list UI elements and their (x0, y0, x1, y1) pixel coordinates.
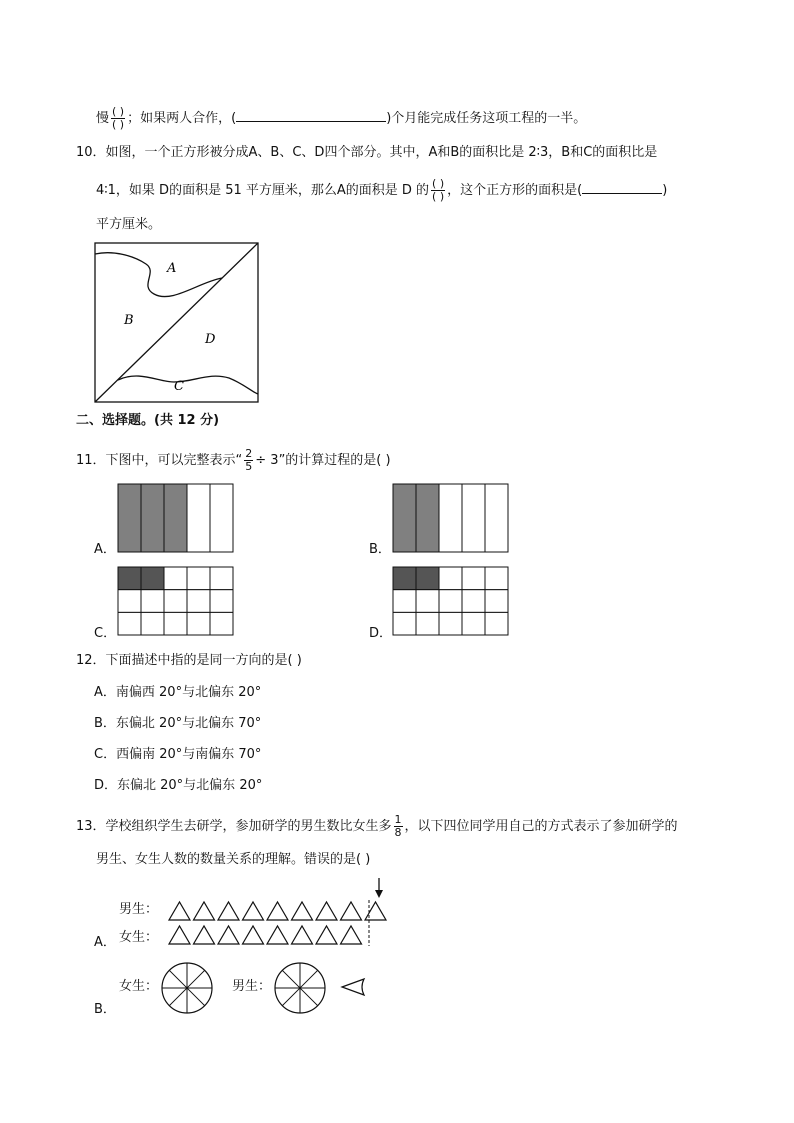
q11-fraction (244, 448, 253, 473)
label-a: A (167, 261, 177, 276)
q13-option-b-extra-sector (338, 976, 368, 998)
q10-line2-c: ) (662, 183, 668, 198)
q12-option-d[interactable]: D．东偏北 20°与北偏东 20° (94, 778, 263, 793)
q10-fraction (431, 178, 445, 203)
q10-line2 (96, 178, 667, 203)
q11-option-c-diagram (117, 566, 235, 636)
q13-option-b-boy-label: 男生： (232, 979, 272, 994)
q13-fraction-numerator: 1 (394, 813, 402, 826)
q13-text-b: ，以下四位同学用自己的方式表示了参加研学的 (404, 819, 678, 834)
q9-fraction (111, 106, 125, 131)
triangle-mark (169, 926, 190, 944)
triangle-mark (316, 926, 337, 944)
curve-c (118, 376, 258, 394)
boy-triangle-row (169, 902, 386, 920)
section-title: 二、选择题。(共 12 分) (76, 413, 220, 428)
triangle-mark (267, 926, 288, 944)
q10-fraction-denominator: ( ) (432, 190, 445, 203)
triangle-mark (218, 926, 239, 944)
q11-option-b-diagram (392, 483, 510, 553)
q9-middle: ；如果两人合作，( (127, 111, 237, 126)
q10-fraction-numerator: ( ) (432, 177, 445, 190)
q13-option-b-label[interactable]: B． (94, 1002, 116, 1017)
q11-option-a-diagram (117, 483, 235, 553)
q9-fraction-denominator: ( ) (112, 118, 125, 131)
girl-triangle-row (169, 926, 362, 944)
q9-suffix: )个月能完成任务这项工程的一半。 (386, 111, 587, 126)
q11-fraction-denominator: 5 (245, 460, 253, 473)
q10-line3: 平方厘米。 (96, 217, 162, 232)
triangle-mark (316, 902, 337, 920)
q12-option-c[interactable]: C．西偏南 20°与南偏东 70° (94, 747, 262, 762)
q13-option-b-girl-circle (160, 961, 214, 1015)
triangle-mark (243, 926, 264, 944)
q13-line1 (76, 814, 678, 839)
q13-text-a: 13．学校组织学生去研学，参加研学的男生数比女生多 (76, 819, 392, 834)
triangle-mark (194, 926, 215, 944)
triangle-mark (169, 902, 190, 920)
q10-square-figure (94, 242, 260, 404)
q13-line2: 男生、女生人数的数量关系的理解。错误的是( ) (96, 852, 371, 867)
q13-option-a-boy-label: 男生： (119, 902, 159, 917)
triangle-mark (341, 926, 362, 944)
triangle-mark (365, 902, 386, 920)
q9-prefix: 慢 (96, 111, 110, 126)
q12-option-b[interactable]: B．东偏北 20°与北偏东 70° (94, 716, 262, 731)
q13-fraction (394, 814, 403, 839)
curve-a (95, 253, 222, 297)
triangle-mark (218, 902, 239, 920)
triangle-mark (243, 902, 264, 920)
q11-text-a: 11．下图中，可以完整表示“ (76, 453, 243, 468)
q13-option-a-label[interactable]: A． (94, 935, 116, 950)
q10-answer-blank[interactable] (582, 181, 662, 194)
q11-text-b: ÷ 3”的计算过程的是( ) (255, 453, 391, 468)
label-b: B (124, 313, 134, 328)
q11-option-b-label[interactable]: B． (369, 542, 391, 557)
q13-fraction-denominator: 8 (394, 826, 402, 839)
q13-option-a-girl-label: 女生： (119, 930, 159, 945)
q12-text: 12．下面描述中指的是同一方向的是( ) (76, 653, 302, 668)
label-c: C (174, 379, 184, 394)
q13-option-a-triangles (166, 876, 396, 948)
q11-fraction-numerator: 2 (245, 447, 253, 460)
q9-answer-blank[interactable] (236, 109, 386, 122)
label-d: D (205, 332, 216, 347)
triangle-mark (292, 902, 313, 920)
q13-option-b-girl-label: 女生： (119, 979, 159, 994)
arrow-head-icon (375, 890, 383, 898)
q10-line2-a: 4∶1，如果 D的面积是 51 平方厘米，那么A的面积是 D 的 (96, 183, 430, 198)
q11-line (76, 448, 391, 473)
q10-line1: 10．如图，一个正方形被分成A、B、C、D四个部分。其中，A和B的面积比是 2∶3，B和C的面积比是 (76, 145, 658, 160)
q9-tail-line (96, 106, 586, 131)
q10-line2-b: ，这个正方形的面积是( (447, 183, 583, 198)
q13-option-b-boy-circle (273, 961, 327, 1015)
triangle-mark (292, 926, 313, 944)
q11-option-c-label[interactable]: C． (94, 626, 117, 641)
q11-option-a-label[interactable]: A． (94, 542, 116, 557)
q11-option-d-label[interactable]: D． (369, 626, 393, 641)
triangle-mark (194, 902, 215, 920)
triangle-mark (267, 902, 288, 920)
q11-option-d-diagram (392, 566, 510, 636)
q12-option-a[interactable]: A．南偏西 20°与北偏东 20° (94, 685, 262, 700)
q9-fraction-numerator: ( ) (112, 105, 125, 118)
triangle-mark (341, 902, 362, 920)
